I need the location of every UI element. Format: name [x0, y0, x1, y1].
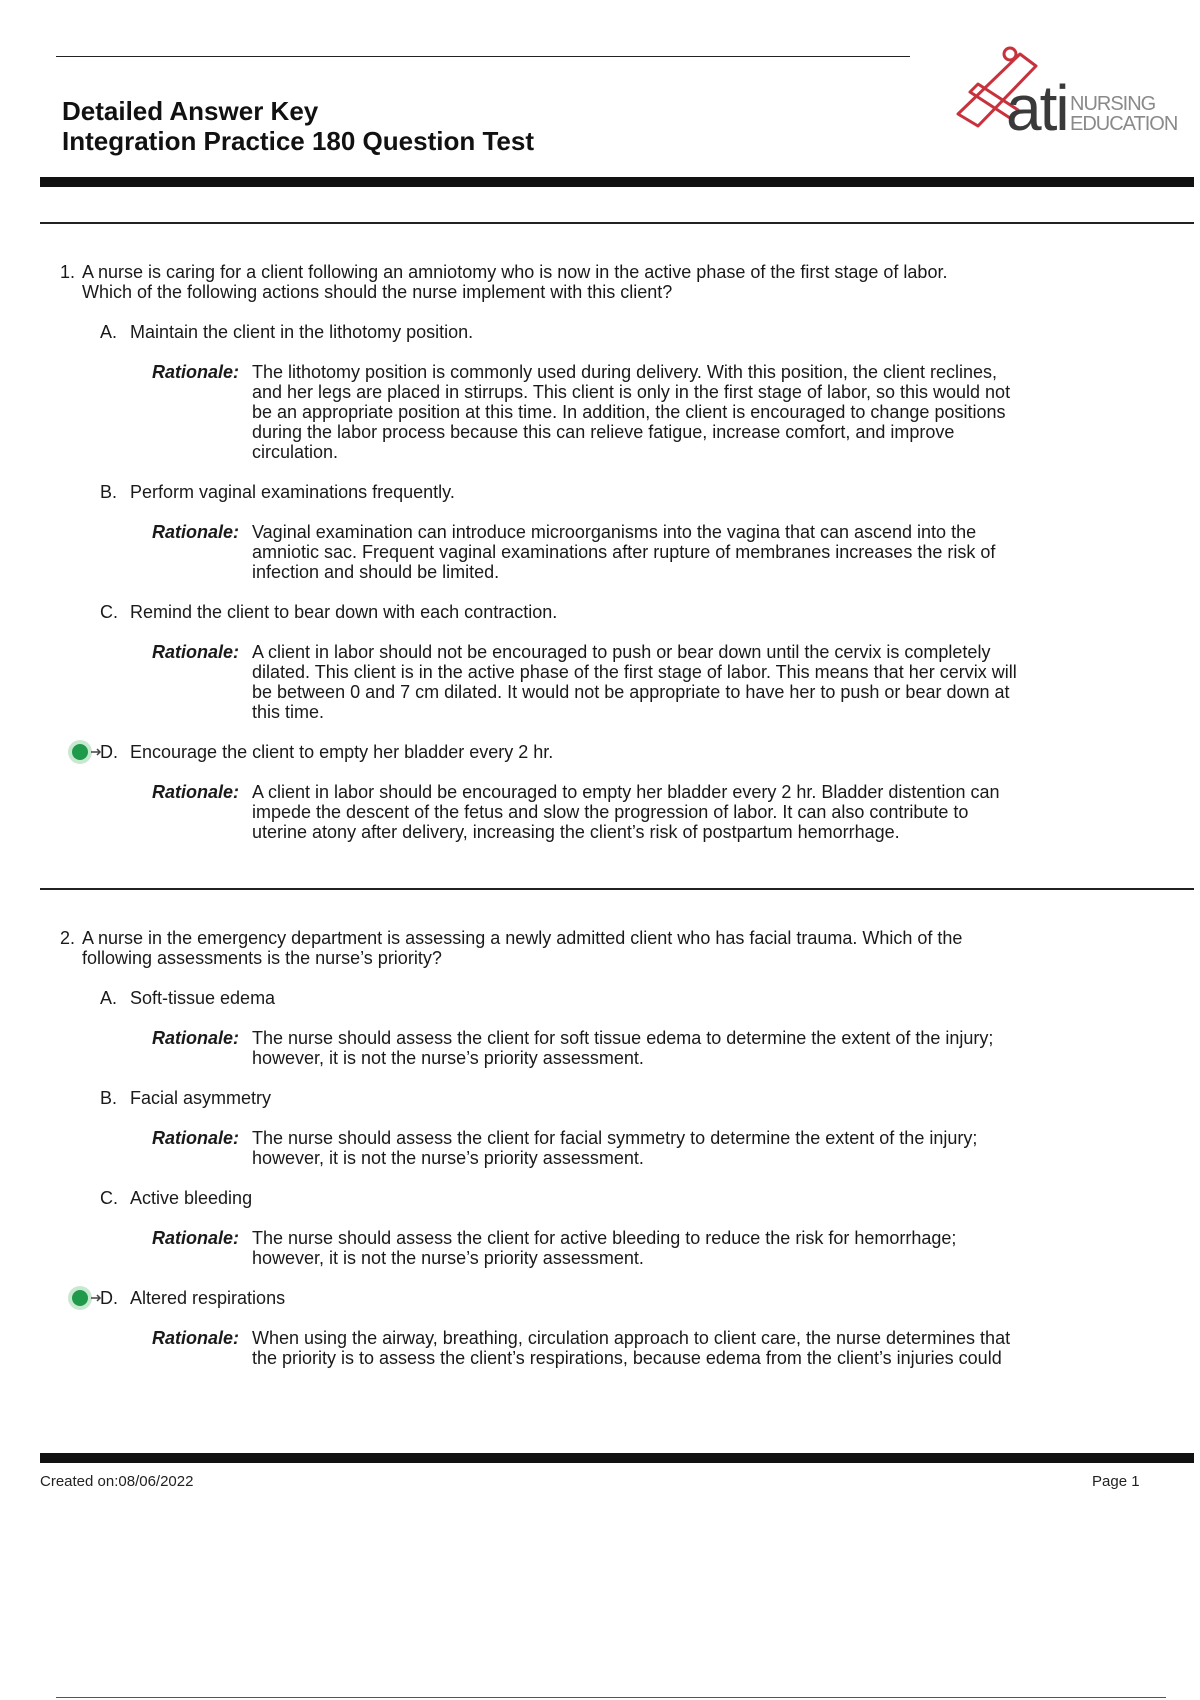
logo-subtitle-line-1: NURSING [1070, 93, 1156, 115]
option-c [100, 602, 1120, 622]
rationale-line: A client in labor should not be encouraged to push or bear down until the cervix is completely [252, 642, 991, 662]
rationale-line: be between 0 and 7 cm dilated. It would not be appropriate to have her to push or bear down at [252, 682, 1010, 702]
stem-line: A nurse in the emergency department is assessing a newly admitted client who has facial trauma. Which of the [82, 928, 963, 948]
rationale-a [152, 362, 1120, 462]
option-text: Altered respirations [130, 1288, 286, 1308]
question-1 [60, 262, 1120, 842]
rationale-d [152, 782, 1120, 842]
page-bottom-rule [56, 1697, 1166, 1698]
rationale-d [152, 1328, 1120, 1368]
option-letter: D. [100, 742, 118, 762]
rationale-label: Rationale: [152, 1028, 240, 1048]
question-number: 2. [60, 928, 76, 948]
rationale-line: impede the descent of the fetus and slow the progression of labor. It can also contribute to [252, 802, 969, 822]
rationale-line: the priority is to assess the client’s respirations, because edema from the client’s injuries could [252, 1348, 1002, 1368]
rationale-line: When using the airway, breathing, circulation approach to client care, the nurse determines that [252, 1328, 1011, 1348]
option-letter: B. [100, 482, 118, 502]
question-stem [60, 928, 1120, 968]
rationale-line: The nurse should assess the client for soft tissue edema to determine the extent of the injury; [252, 1028, 994, 1048]
question-number: 1. [60, 262, 76, 282]
option-text: Remind the client to bear down with each contraction. [130, 602, 558, 622]
rationale-label: Rationale: [152, 522, 240, 542]
option-letter: D. [100, 1288, 118, 1308]
option-b [100, 1088, 1120, 1108]
rationale-line: however, it is not the nurse’s priority assessment. [252, 1248, 644, 1268]
rationale-line: The nurse should assess the client for facial symmetry to determine the extent of the injury; [252, 1128, 978, 1148]
question-stem [60, 262, 1120, 302]
header-top-rule [56, 56, 910, 57]
rationale-label: Rationale: [152, 1228, 240, 1248]
rationale-line: this time. [252, 702, 325, 722]
option-text: Perform vaginal examinations frequently. [130, 482, 455, 502]
logo-subtitle-line-2: EDUCATION [1070, 113, 1178, 135]
rationale-label: Rationale: [152, 362, 240, 382]
option-letter: C. [100, 602, 118, 622]
header-thick-rule [40, 177, 1194, 187]
stem-line: A nurse is caring for a client following an amniotomy who is now in the active phase of the first stage of labor. [82, 262, 948, 282]
ati-logo [950, 44, 1178, 144]
created-date: Created on:08/06/2022 [40, 1473, 194, 1490]
option-text: Soft-tissue edema [130, 988, 276, 1008]
option-letter: A. [100, 322, 118, 342]
document-title [62, 96, 534, 156]
option-a [100, 988, 1120, 1008]
rationale-b [152, 1128, 1120, 1168]
page-number: Page 1 [1092, 1473, 1140, 1490]
rationale-line: infection and should be limited. [252, 562, 500, 582]
title-line-1: Detailed Answer Key [62, 96, 319, 126]
option-text: Maintain the client in the lithotomy position. [130, 322, 474, 342]
option-letter: C. [100, 1188, 118, 1208]
correct-answer-icon [66, 1285, 102, 1311]
correct-answer-icon [66, 739, 102, 765]
rationale-line: amniotic sac. Frequent vaginal examinations after rupture of membranes increases the risk of [252, 542, 996, 562]
rationale-label: Rationale: [152, 1128, 240, 1148]
logo-subtitle [1070, 94, 1177, 134]
rationale-line: and her legs are placed in stirrups. This client is only in the first stage of labor, so this would not [252, 382, 1011, 402]
question-divider [40, 888, 1194, 890]
section-divider [40, 222, 1194, 224]
rationale-line: Vaginal examination can introduce microorganisms into the vagina that can ascend into the [252, 522, 977, 542]
logo-wordmark: ati [1006, 72, 1068, 144]
rationale-line: A client in labor should be encouraged to empty her bladder every 2 hr. Bladder distention can [252, 782, 1000, 802]
rationale-line: The nurse should assess the client for active bleeding to reduce the risk for hemorrhage; [252, 1228, 957, 1248]
rationale-line: dilated. This client is in the active phase of the first stage of labor. This means that her cervix will [252, 662, 1017, 682]
rationale-line: however, it is not the nurse’s priority assessment. [252, 1148, 644, 1168]
option-text: Active bleeding [130, 1188, 253, 1208]
footer-thick-rule [40, 1453, 1194, 1463]
rationale-c [152, 642, 1120, 722]
stem-line: following assessments is the nurse’s priority? [82, 948, 442, 968]
stem-line: Which of the following actions should the nurse implement with this client? [82, 282, 673, 302]
option-c [100, 1188, 1120, 1208]
option-letter: B. [100, 1088, 118, 1108]
title-line-2: Integration Practice 180 Question Test [62, 126, 534, 156]
rationale-line: circulation. [252, 442, 339, 462]
rationale-line: be an appropriate position at this time. In addition, the client is encouraged to change positions [252, 402, 1006, 422]
option-text: Encourage the client to empty her bladder every 2 hr. [130, 742, 554, 762]
rationale-line: uterine atony after delivery, increasing the client’s risk of postpartum hemorrhage. [252, 822, 900, 842]
option-d [100, 1288, 1120, 1308]
option-letter: A. [100, 988, 118, 1008]
rationale-c [152, 1228, 1120, 1268]
option-text: Facial asymmetry [130, 1088, 272, 1108]
option-a [100, 322, 1120, 342]
rationale-label: Rationale: [152, 642, 240, 662]
question-2 [60, 928, 1120, 1368]
option-d [100, 742, 1120, 762]
option-b [100, 482, 1120, 502]
rationale-label: Rationale: [152, 1328, 240, 1348]
rationale-label: Rationale: [152, 782, 240, 802]
rationale-b [152, 522, 1120, 582]
rationale-line: however, it is not the nurse’s priority assessment. [252, 1048, 644, 1068]
rationale-line: during the labor process because this can relieve fatigue, increase comfort, and improve [252, 422, 955, 442]
rationale-a [152, 1028, 1120, 1068]
rationale-line: The lithotomy position is commonly used during delivery. With this position, the client reclines, [252, 362, 997, 382]
